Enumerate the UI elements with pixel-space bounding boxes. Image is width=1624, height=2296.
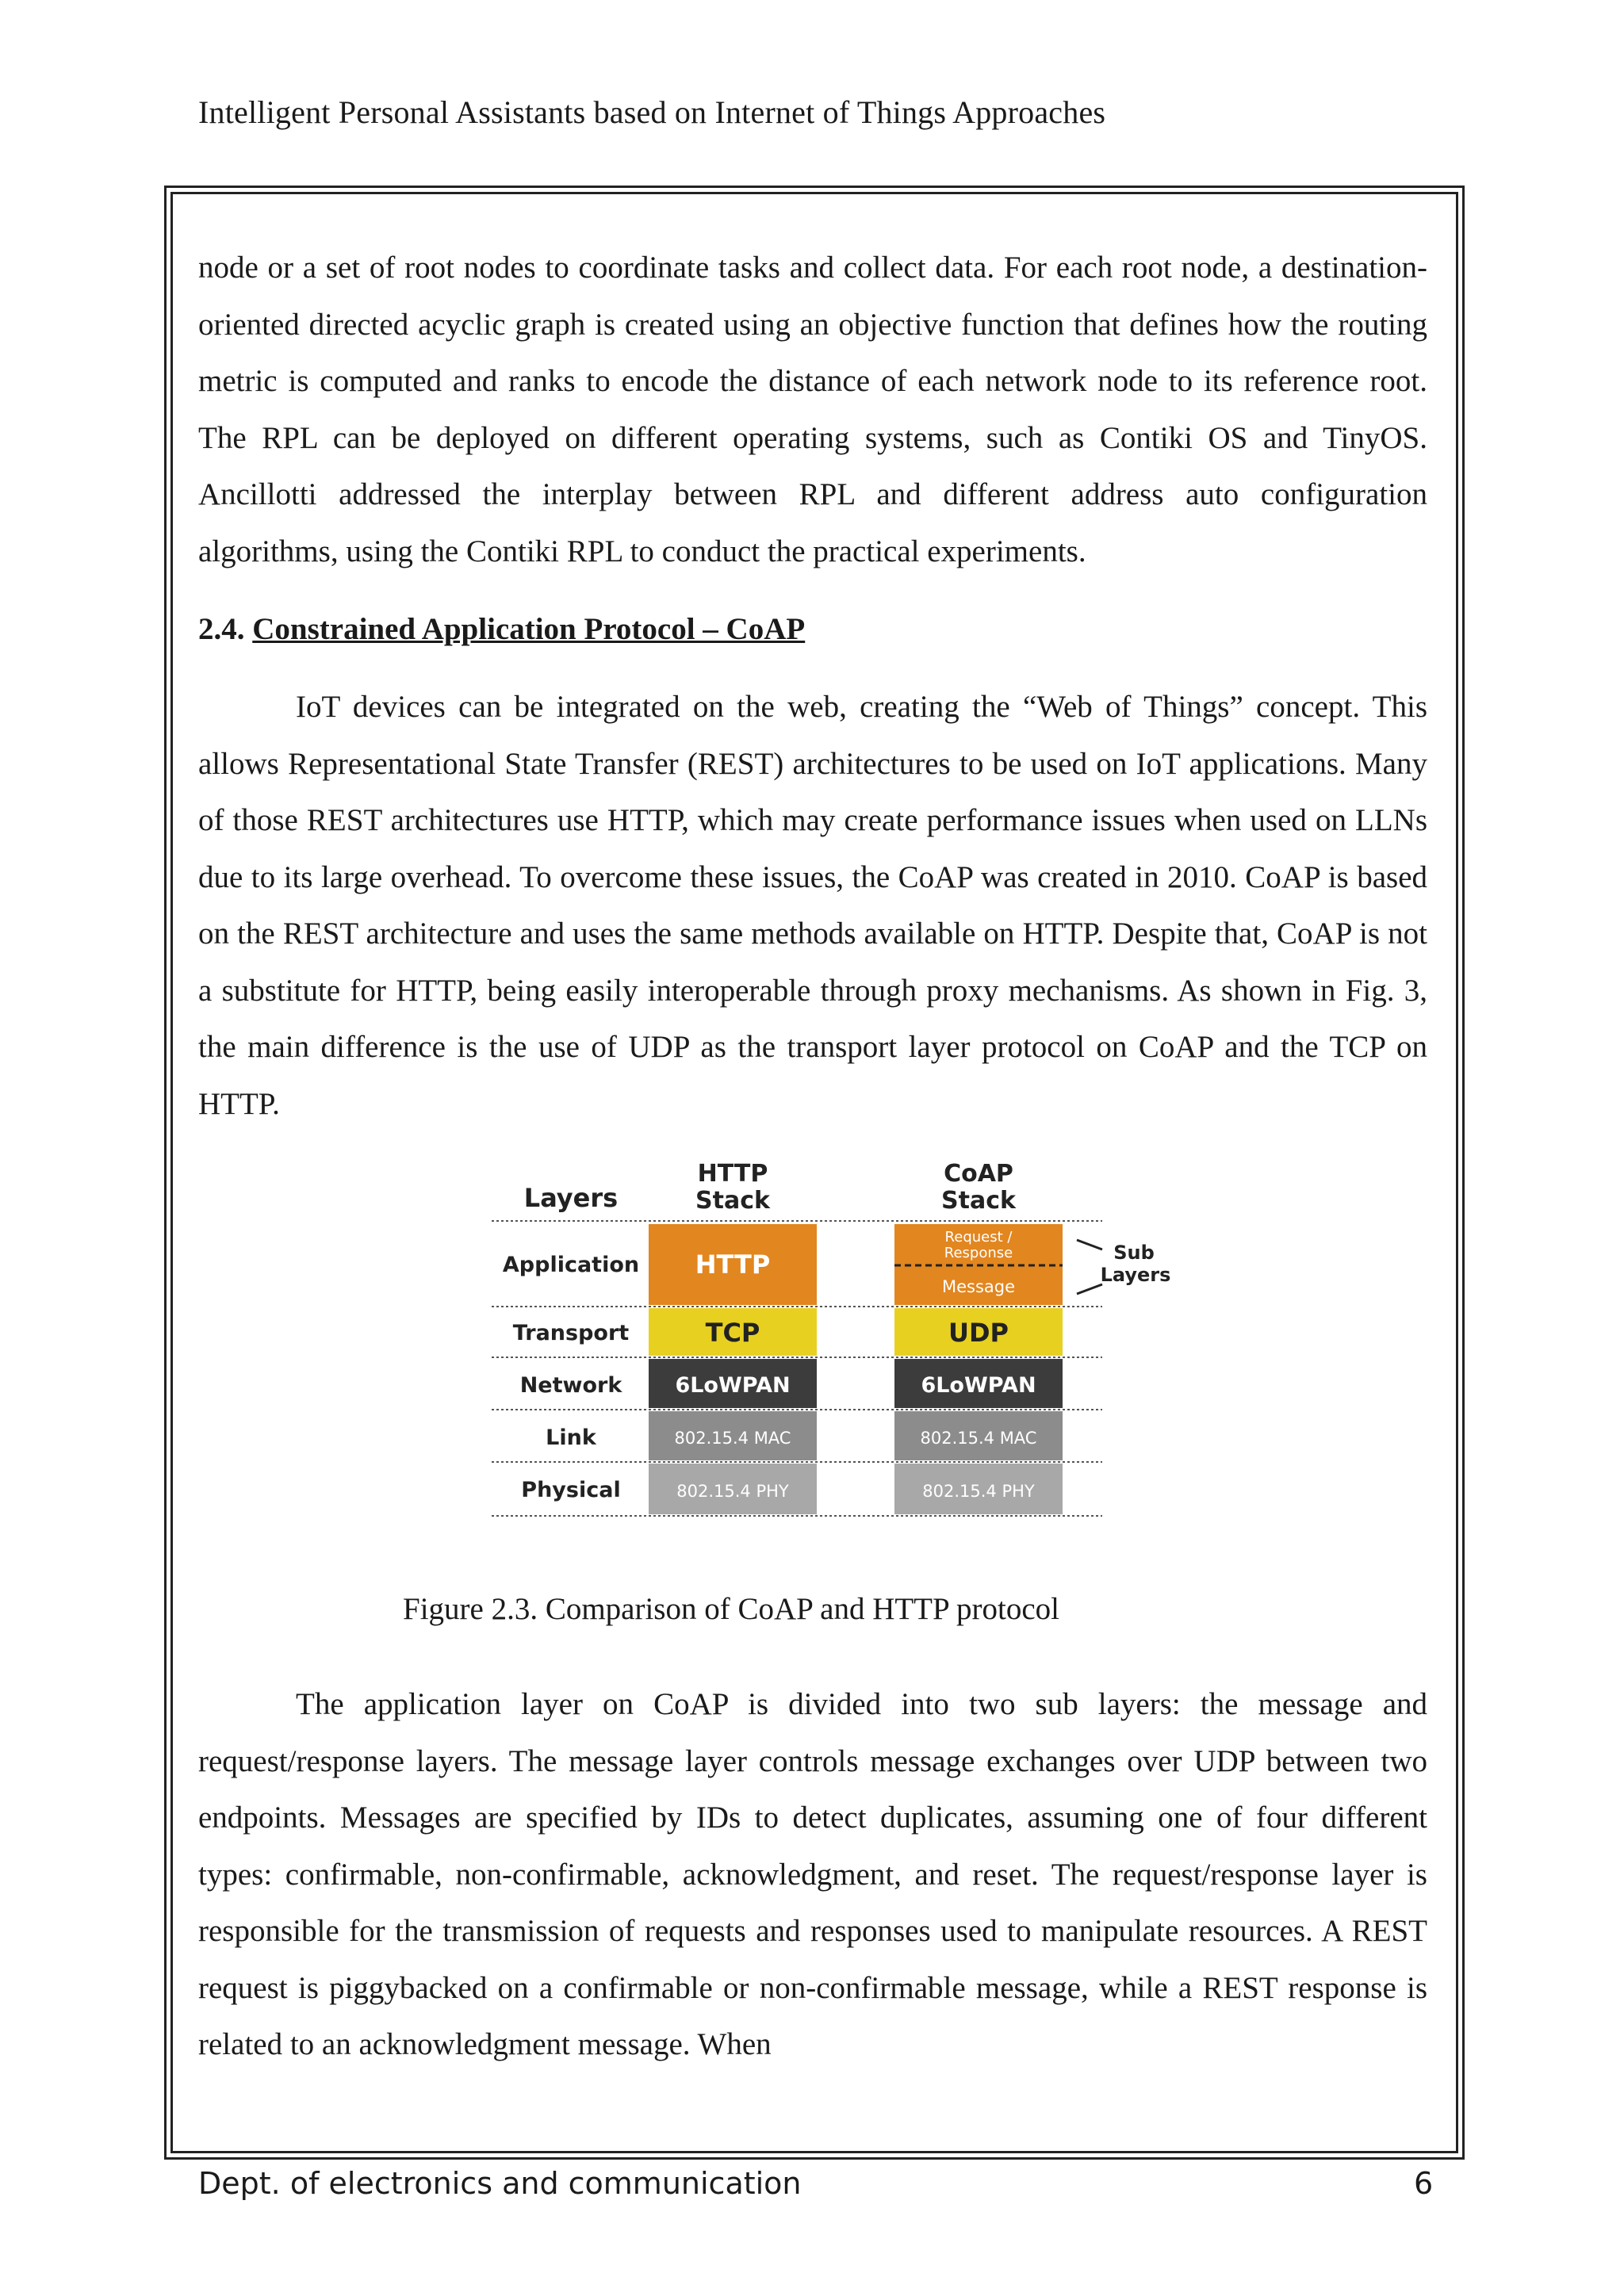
section-heading <box>198 601 1427 657</box>
udp-label: UDP <box>948 1318 1009 1348</box>
tcp-label: TCP <box>705 1318 760 1348</box>
coap-stack-header-2: Stack <box>941 1187 1016 1215</box>
figure <box>198 1161 1427 1573</box>
layer-link: Link <box>546 1425 596 1450</box>
paragraph-coap-intro: IoT devices can be integrated on the web, creating the “Web of Things” concept. This allows Representational State Transfer (REST) architectures to be used on IoT applications. Many of those REST architectures use HTTP, which may create performance issues when used on LLNs due to its large overhead. To overcome these issues, the CoAP was created in 2010. CoAP is based on the REST architecture and uses the same methods available on HTTP. Despite that, CoAP is not a substitute for HTTP, being easily interoperable through proxy mechanisms. As shown in Fig. 3, the main difference is the use of UDP as the transport layer protocol on CoAP and the TCP on HTTP. <box>198 690 1427 1121</box>
http-stack-header-2: Stack <box>695 1187 770 1215</box>
protocol-stack-diagram <box>492 1161 1174 1573</box>
layer-transport: Transport <box>512 1321 630 1345</box>
coap-message-label: Message <box>941 1277 1016 1296</box>
coap-stack-header: CoAP <box>944 1161 1013 1188</box>
section-number: 2.4. <box>198 612 245 646</box>
layer-physical: Physical <box>521 1478 621 1502</box>
figure-caption: Figure 2.3. Comparison of CoAP and HTTP protocol <box>403 1592 1059 1626</box>
sub-layer-pointer-bottom <box>1077 1284 1102 1294</box>
http-mac-label: 802.15.4 MAC <box>674 1429 791 1448</box>
paragraph-application-layer: The application layer on CoAP is divided into two sub layers: the message and request/response layers. The message layer controls message exchanges over UDP between two endpoints. Messages are specified by IDs to detect duplicates, assuming one of four different types: confirmable, non-confirmable, acknowledgment, and reset. The request/response layer is responsible for the transmission of requests and responses used to manipulate resources. A REST request is piggybacked on a confirmable or non-confirmable message, while a REST response is related to an acknowledgment message. When <box>198 1687 1427 2061</box>
http-stack-header: HTTP <box>697 1161 768 1188</box>
sub-layers-label: Sub <box>1113 1242 1155 1264</box>
page-content <box>198 239 1427 2073</box>
section-title: Constrained Application Protocol – CoAP <box>252 612 806 646</box>
sub-layers-label-2: Layers <box>1100 1264 1171 1286</box>
paragraph-rpl: node or a set of root nodes to coordinate tasks and collect data. For each root node, a destination-oriented directed acyclic graph is created using an objective function that defines how the routing metric is computed and ranks to encode the distance of each network node to its reference root. The RPL can be deployed on different operating systems, such as Contiki OS and TinyOS. Ancillotti addressed the interplay between RPL and different address auto configuration algorithms, using the Contiki RPL to conduct the practical experiments. <box>198 251 1427 568</box>
running-header: Intelligent Personal Assistants based on Internet of Things Approaches <box>198 94 1106 130</box>
page-number: 6 <box>1414 2166 1434 2201</box>
sub-layer-pointer-top <box>1077 1240 1102 1249</box>
layer-application: Application <box>502 1253 640 1277</box>
coap-request-label: Request / <box>944 1229 1013 1246</box>
coap-phy-label: 802.15.4 PHY <box>922 1482 1035 1501</box>
coap-response-label: Response <box>944 1245 1013 1261</box>
coap-6lowpan-label: 6LoWPAN <box>921 1373 1036 1398</box>
coap-mac-label: 802.15.4 MAC <box>920 1429 1037 1448</box>
footer-department: Dept. of electronics and communication <box>198 2166 802 2201</box>
http-6lowpan-label: 6LoWPAN <box>675 1373 791 1398</box>
http-label: HTTP <box>695 1249 771 1280</box>
http-phy-label: 802.15.4 PHY <box>676 1482 789 1501</box>
layer-network: Network <box>519 1373 622 1398</box>
layers-header: Layers <box>523 1183 619 1213</box>
